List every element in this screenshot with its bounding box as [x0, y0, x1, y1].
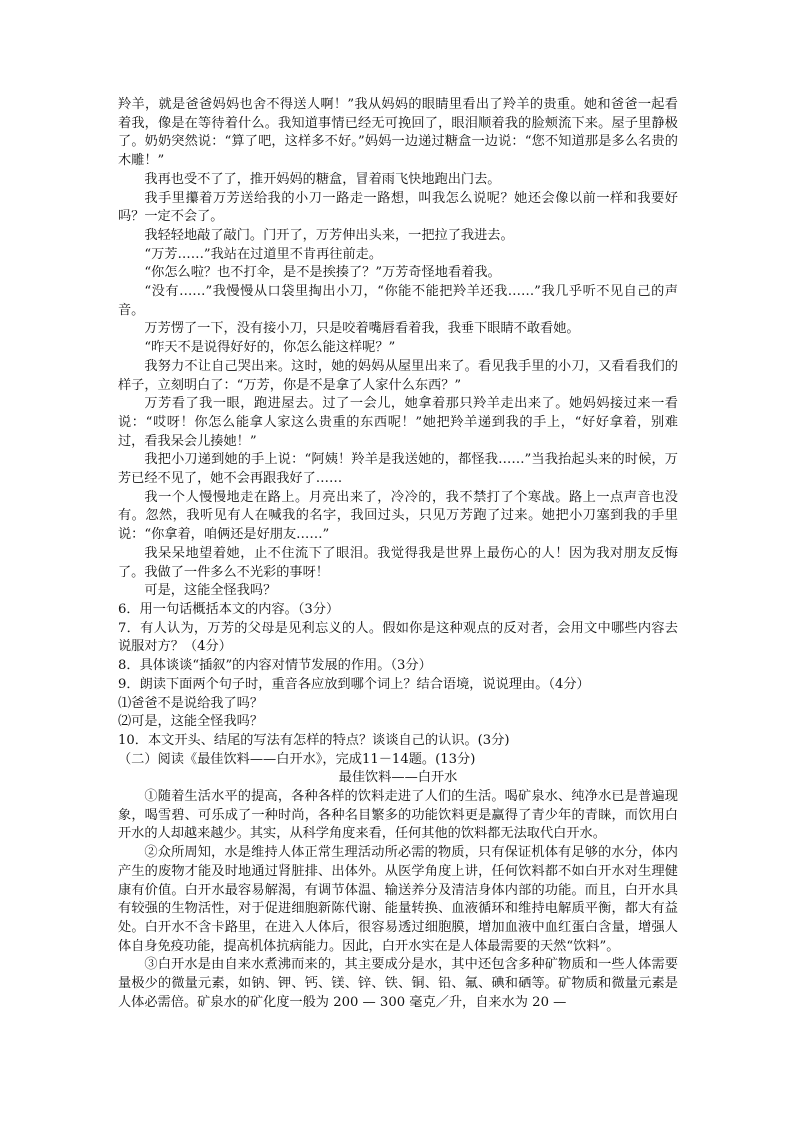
- story-paragraph: 我手里攥着万芳送给我的小刀一路走一路想，叫我怎么说呢？她还会像以前一样和我要好吗？一定不会了。: [118, 190, 678, 225]
- story-paragraph: 我再也受不了了，推开妈妈的糖盒，冒着雨飞快地跑出门去。: [144, 171, 501, 187]
- question-10: 10．本文开头、结尾的写法有怎样的特点？谈谈自己的认识。(3分): [118, 732, 510, 748]
- question-list: [118, 601, 678, 751]
- story-paragraph: 我把小刀递到她的手上说：“阿姨！羚羊是我送她的，都怪我……”当我抬起头来的时候，万芳已经不见了，她不会再跟我好了……: [118, 452, 678, 487]
- section-heading: （二）阅读《最佳饮料——白开水》，完成11－14题。(13分): [118, 751, 476, 767]
- story-paragraph: “没有……”我慢慢从口袋里掏出小刀，“你能不能把羚羊还我……”我几乎听不见自己的声音。: [118, 284, 678, 318]
- story-paragraph: 羚羊，就是爸爸妈妈也舍不得送人啊！”我从妈妈的眼睛里看出了羚羊的贵重。她和爸爸一起看着我，像是在等待着什么。我知道事情已经无可挽回了，眼泪顺着我的脸颊流下来。屋子里静极了。奶奶突然说：“算了吧，这样多不好。”妈妈一边递过糖盒一边说：“您不知道那是多么名贵的木雕！”: [118, 97, 678, 169]
- story-paragraph: 万芳看了我一眼，跑进屋去。过了一会儿，她拿着那只羚羊走出来了。她妈妈接过来一看说：“哎呀！你怎么能拿人家这么贵重的东西呢！”她把羚羊递到我的手上，“好好拿着，别难过，看我呆会儿揍她！”: [118, 396, 678, 449]
- story-paragraph: 我呆呆地望着她，止不住流下了眼泪。我觉得我是世界上最伤心的人！因为我对朋友反悔了。我做了一件多么不光彩的事呀！: [118, 545, 678, 580]
- story-paragraph: 我轻轻地敲了敲门。门开了，万芳伸出头来，一把拉了我进去。: [144, 227, 514, 243]
- question-7: 7．有人认为，万芳的父母是见利忘义的人。假如你是这种观点的反对者，会用文中哪些内容去说服对方？（4分）: [118, 620, 678, 655]
- document-page: [118, 96, 678, 1012]
- story-paragraph: 万芳愣了一下，没有接小刀，只是咬着嘴唇看着我，我垂下眼睛不敢看她。: [144, 321, 580, 337]
- story-paragraph: 可是，这能全怪我吗？: [144, 583, 277, 599]
- story-text: [118, 96, 678, 601]
- story-paragraph: 我一个人慢慢地走在路上。月亮出来了，冷冷的，我不禁打了个寒战。路上一点声音也没有。忽然，我听见有人在喊我的名字，我回过头，只见万芳跑了过来。她把小刀塞到我的手里说：“你拿着，咱俩还是好朋友……”: [118, 489, 678, 543]
- question-9-sentence-2: ⑵可是，这能全怪我吗？: [118, 714, 264, 730]
- section-two: [118, 751, 678, 1013]
- story-paragraph: “万芳……”我站在过道里不肯再往前走。: [144, 246, 383, 262]
- question-9-sentence-1: ⑴爸爸不是说给我了吗？: [118, 695, 264, 711]
- question-9: 9．朗读下面两个句子时，重音各应放到哪个词上？结合语境，说说理由。（4分）: [118, 676, 590, 692]
- story-paragraph: 我努力不让自己哭出来。这时，她的妈妈从屋里出来了。看见我手里的小刀，又看看我们的样子，立刻明白了：“万芳，你是不是拿了人家什么东西？”: [118, 358, 678, 393]
- question-8: 8．具体谈谈“插叙”的内容对情节发展的作用。（3分）: [118, 658, 432, 674]
- article-title: 最佳饮料——白开水: [338, 770, 458, 786]
- article-paragraph-1: ①随着生活水平的提高，各种各样的饮料走进了人们的生活。喝矿泉水、纯净水已是普遍现象，喝雪碧、可乐成了一种时尚，各种名目繁多的功能饮料更是赢得了青少年的青睐，而饮用白开水的人却越来越少。其实，从科学角度来看，任何其他的饮料都无法取代白开水。: [118, 789, 678, 842]
- story-paragraph: “你怎么啦？也不打伞，是不是挨揍了？”万芳奇怪地看着我。: [144, 265, 501, 281]
- article-paragraph-2: ②众所周知，水是维持人体正常生理活动所必需的物质，只有保证机体有足够的水分，体内产生的废物才能及时地通过肾脏排、出体外。从医学角度上讲，任何饮料都不如白开水对生理健康有价值。白开水最容易解渴，有调节体温、输送养分及清洁身体内部的功能。而且，白开水具有较强的生物活性，对于促进细胞新陈代谢、能量转换、血液循环和维持电解质平衡，都大有益处。白开水不含卡路里，在进入人体后，很容易透过细胞膜，增加血液中血红蛋白含量，增强人体自身免疫功能，提高机体抗病能力。因此，白开水实在是人体最需要的天然“饮料”。: [118, 845, 678, 954]
- story-paragraph: “昨天不是说得好好的，你怎么能这样呢？”: [144, 340, 396, 356]
- question-6: 6．用一句话概括本文的内容。（3分）: [118, 601, 340, 617]
- article-paragraph-3: ③白开水是由自来水煮沸而来的，其主要成分是水，其中还包含多种矿物质和一些人体需要量极少的微量元素，如钠、钾、钙、镁、锌、铁、铜、铅、氟、碘和硒等。矿物质和微量元素是人体必需倍。矿泉水的矿化度一般为 200 — 300 毫克／升，自来水为 20 —: [118, 957, 678, 1010]
